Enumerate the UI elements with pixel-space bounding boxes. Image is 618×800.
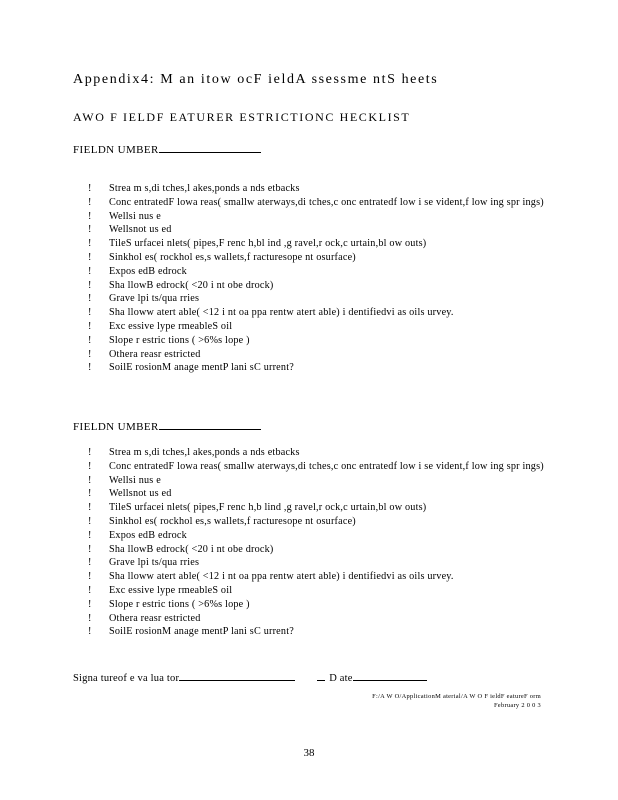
checklist-item — [88, 584, 548, 598]
checklist-item — [88, 474, 548, 488]
date-line-lead — [317, 670, 325, 681]
checkbox-bullet: ! — [88, 543, 92, 555]
signature-row — [73, 670, 427, 684]
checklist-item-text: Exc essive lype rmeableS oil — [109, 584, 233, 596]
checklist-item-text: Sinkhol es( rockhol es,s wallets,f racturesope nt osurface) — [109, 251, 356, 263]
checklist-item-text: SoilE rosionM anage mentP lani sC urrent? — [109, 362, 294, 374]
checklist-item — [88, 334, 548, 348]
field-number-blank — [159, 419, 261, 430]
checkbox-bullet: ! — [88, 251, 92, 263]
checkbox-bullet: ! — [88, 307, 92, 319]
checklist-item-text: Expos edB edrock — [109, 529, 187, 541]
checkbox-bullet: ! — [88, 571, 92, 583]
checklist-item — [88, 182, 548, 196]
checklist-item — [88, 196, 548, 210]
checklist-item-text: Slope r estric tions ( >6%s lope ) — [109, 598, 250, 610]
file-path: F:/A W O/ApplicationM aterial/A W O F ieldF eatureF orm — [372, 693, 541, 700]
date-label: D ate — [329, 673, 353, 684]
checkbox-bullet: ! — [88, 196, 92, 208]
checklist-item-text: SoilE rosionM anage mentP lani sC urrent? — [109, 626, 294, 638]
field-number-row — [73, 142, 261, 156]
checkbox-bullet: ! — [88, 584, 92, 596]
checklist-item-text: Othera reasr estricted — [109, 348, 201, 360]
checklist-item-text: Sha llowB edrock( <20 i nt obe drock) — [109, 279, 274, 291]
checklist-item — [88, 279, 548, 293]
checkbox-bullet: ! — [88, 598, 92, 610]
checkbox-bullet: ! — [88, 279, 92, 291]
checklist-heading: AWO F IELDF EATURER ESTRICTIONC HECKLIST — [73, 110, 411, 124]
checklist-item-text: Expos edB edrock — [109, 265, 187, 277]
date-line — [353, 670, 427, 681]
restriction-checklist — [88, 182, 548, 375]
checklist-item-text: Conc entratedF lowa reas( smallw aterways,di tches,c onc entratedf low i se vident,f low ing spr ings) — [109, 460, 544, 472]
checkbox-bullet: ! — [88, 348, 92, 360]
checklist-item — [88, 625, 548, 639]
field-number-label: FIELDN UMBER — [73, 421, 159, 433]
checklist-item — [88, 361, 548, 375]
checkbox-bullet: ! — [88, 626, 92, 638]
checklist-item-text: Strea m s,di tches,l akes,ponds a nds etbacks — [109, 183, 300, 194]
checkbox-bullet: ! — [88, 265, 92, 277]
checkbox-bullet: ! — [88, 210, 92, 222]
checklist-item — [88, 598, 548, 612]
checkbox-bullet: ! — [88, 529, 92, 541]
field-number-blank — [159, 142, 261, 153]
checkbox-bullet: ! — [88, 224, 92, 236]
checklist-item-text: Strea m s,di tches,l akes,ponds a nds etbacks — [109, 447, 300, 458]
checkbox-bullet: ! — [88, 293, 92, 305]
checklist-item-text: Exc essive lype rmeableS oil — [109, 320, 233, 332]
checklist-item — [88, 237, 548, 251]
checklist-item-text: Sha lloww atert able( <12 i nt oa ppa rentw atert able) i dentifiedvi as oils urvey. — [109, 571, 454, 583]
checklist-item — [88, 265, 548, 279]
checklist-item — [88, 556, 548, 570]
checklist-item — [88, 487, 548, 501]
checkbox-bullet: ! — [88, 183, 92, 194]
checkbox-bullet: ! — [88, 447, 92, 458]
checkbox-bullet: ! — [88, 612, 92, 624]
checkbox-bullet: ! — [88, 488, 92, 500]
checkbox-bullet: ! — [88, 334, 92, 346]
checkbox-bullet: ! — [88, 502, 92, 514]
checklist-item-text: Sha lloww atert able( <12 i nt oa ppa rentw atert able) i dentifiedvi as oils urvey. — [109, 307, 454, 319]
checklist-item-text: Sha llowB edrock( <20 i nt obe drock) — [109, 543, 274, 555]
checklist-item-text: Grave lpi ts/qua rries — [109, 293, 200, 305]
checklist-item-text: Wellsi nus e — [109, 474, 161, 486]
checklist-item-text: Wellsi nus e — [109, 210, 161, 222]
checklist-item-text: TileS urfacei nlets( pipes,F renc h,bl ind ,g ravel,r ock,c urtain,bl ow outs) — [109, 238, 427, 250]
checklist-item-text: TileS urfacei nlets( pipes,F renc h,b lind ,g ravel,r ock,c urtain,bl ow outs) — [109, 502, 427, 514]
checkbox-bullet: ! — [88, 238, 92, 250]
checklist-item-text: Grave lpi ts/qua rries — [109, 557, 200, 569]
checklist-item — [88, 320, 548, 334]
checkbox-bullet: ! — [88, 320, 92, 332]
signature-label: Signa tureof e va lua tor — [73, 673, 180, 684]
field-number-label: FIELDN UMBER — [73, 144, 159, 156]
checklist-item — [88, 515, 548, 529]
appendix-title: Appendix4: M an itow ocF ieldA ssessme ntS heets — [73, 72, 439, 87]
checklist-item — [88, 210, 548, 224]
checkbox-bullet: ! — [88, 515, 92, 527]
checklist-item — [88, 460, 548, 474]
field-number-row — [73, 419, 261, 433]
file-date: February 2 0 0 3 — [493, 702, 541, 709]
checkbox-bullet: ! — [88, 557, 92, 569]
checklist-item-text: Conc entratedF lowa reas( smallw aterways,di tches,c onc entratedf low i se vident,f low ing spr ings) — [109, 196, 544, 208]
page-number: 38 — [303, 747, 315, 759]
checklist-item — [88, 306, 548, 320]
restriction-checklist — [88, 446, 548, 639]
checklist-item — [88, 348, 548, 362]
signature-line — [179, 670, 295, 681]
checklist-item-text: Wellsnot us ed — [109, 224, 172, 236]
checklist-item — [88, 543, 548, 557]
checklist-item — [88, 612, 548, 626]
checklist-item — [88, 251, 548, 265]
checklist-item — [88, 446, 548, 460]
checklist-item — [88, 570, 548, 584]
checklist-item-text: Othera reasr estricted — [109, 612, 201, 624]
checklist-item — [88, 501, 548, 515]
file-reference — [372, 692, 541, 710]
checklist-item-text: Slope r estric tions ( >6%s lope ) — [109, 334, 250, 346]
checkbox-bullet: ! — [88, 460, 92, 472]
checklist-item — [88, 529, 548, 543]
checklist-item — [88, 223, 548, 237]
checkbox-bullet: ! — [88, 474, 92, 486]
checklist-item-text: Sinkhol es( rockhol es,s wallets,f racturesope nt osurface) — [109, 515, 356, 527]
checklist-item — [88, 292, 548, 306]
checkbox-bullet: ! — [88, 362, 92, 374]
checklist-item-text: Wellsnot us ed — [109, 488, 172, 500]
